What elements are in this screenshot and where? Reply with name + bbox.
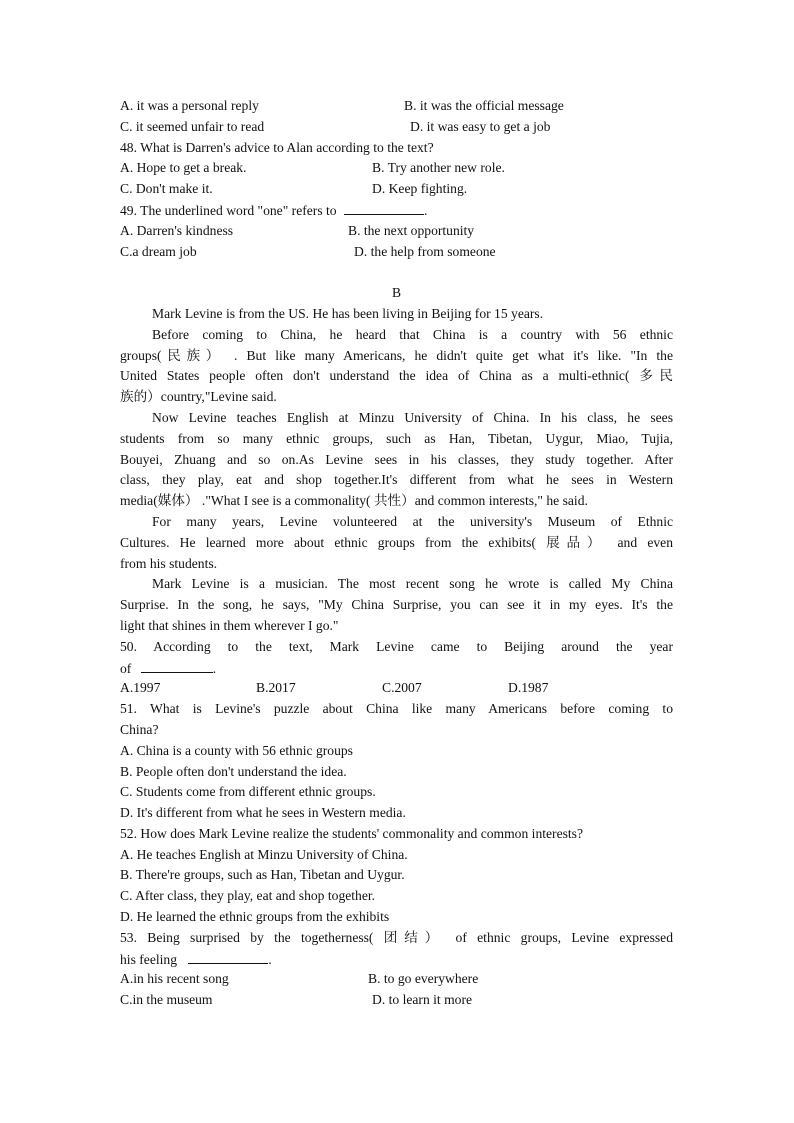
passage-p4-line-3: from his students. [120,555,218,571]
q48-option-a: A. Hope to get a break. [120,160,247,176]
q49-option-d: D. the help from someone [354,243,496,259]
q52-option-c: C. After class, they play, eat and shop together. [120,888,376,904]
q51-question-line-1: 51. What is Levine's puzzle about China like many Americans before coming to [120,701,673,717]
q50-question-text: of [120,660,132,676]
q53-question-line-2 [120,949,673,970]
q53-option-b: B. to go everywhere [368,971,479,987]
passage-p3-line-1: Now Levine teaches English at Minzu University of China. In his class, he sees [152,409,673,425]
q53-options-row-1 [120,969,673,990]
passage-p4-line-2: Cultures. He learned more about ethnic groups from the exhibits( 展品） and even [120,534,673,550]
passage-p2-line-4: 族的）country,"Levine said. [120,389,277,405]
q49-question-end: . [423,202,428,218]
q49-question-text: 49. The underlined word "one" refers to [120,202,337,218]
q50-question-line-2 [120,658,673,679]
q47-option-b: B. it was the official message [404,98,564,113]
q47-option-d: D. it was easy to get a job [410,118,551,134]
q50-option-c: C.2007 [382,680,422,696]
q50-option-d: D.1987 [508,680,549,696]
q51-option-a: A. China is a county with 56 ethnic groups [120,742,353,758]
passage-p5-line-1: Mark Levine is a musician. The most recent song he wrote is called My China [152,576,673,592]
q52-question: 52. How does Mark Levine realize the students' commonality and common interests? [120,825,584,841]
passage-p2-line-2: groups(民族） . But like many Americans, he didn't quite get what it's like. "In the [120,347,673,363]
q53-question-line-1: 53. Being surprised by the togetherness( 团结） of ethnic groups, Levine expressed [120,929,673,945]
q48-options-row-1 [120,158,673,179]
q50-option-b: B.2017 [256,680,296,696]
q50-option-a: A.1997 [120,680,161,696]
q49-option-a: A. Darren's kindness [120,222,234,238]
q53-question-end: . [268,951,272,967]
q49-question [120,200,673,221]
q52-option-a: A. He teaches English at Minzu University of China. [120,846,408,862]
q52-option-d: D. He learned the ethnic groups from the exhibits [120,909,390,925]
passage-p3-line-2: students from so many ethnic groups, such as Han, Tibetan, Uygur, Miao, Tujia, [120,430,673,446]
passage-p2-line-3: United States people often don't understand the idea of China as a multi-ethnic( 多民 [120,368,673,384]
q53-options-row-2 [120,990,673,1011]
worksheet-page [120,96,673,1011]
q51-question-line-2: China? [120,721,159,737]
q51-option-d: D. It's different from what he sees in Western media. [120,805,406,821]
q49-options-row-1 [120,221,673,242]
q48-option-b: B. Try another new role. [372,160,505,176]
q53-answer-blank [188,949,268,964]
q53-question-text: his feeling [120,951,178,967]
q53-option-a: A.in his recent song [120,971,229,987]
q53-option-d: D. to learn it more [372,992,473,1008]
q48-option-d: D. Keep fighting. [372,181,468,197]
section-label: B [391,285,402,301]
q47-options-row-1 [120,96,673,117]
q48-option-c: C. Don't make it. [120,181,213,197]
q49-option-c: C.a dream job [120,243,197,259]
passage-p1: Mark Levine is from the US. He has been living in Beijing for 15 years. [152,305,544,321]
q47-option-a: A. it was a personal reply [120,98,259,113]
passage-p2-line-1: Before coming to China, he heard that China is a country with 56 ethnic [152,326,673,342]
q49-option-b: B. the next opportunity [348,222,475,238]
q47-options-row-2 [120,117,673,138]
q52-option-b: B. There're groups, such as Han, Tibetan and Uygur. [120,867,405,883]
passage-p5-line-3: light that shines in them wherever I go." [120,617,339,633]
passage-p5-line-2: Surprise. In the song, he says, "My China Surprise, you can see it in my eyes. It's the [120,597,673,613]
q50-question-line-1: 50. According to the text, Mark Levine came to Beijing around the year [120,638,673,654]
q51-option-c: C. Students come from different ethnic groups. [120,784,376,800]
q53-option-c: C.in the museum [120,992,213,1008]
q49-answer-blank [344,200,424,215]
q50-question-end: . [212,660,217,676]
q47-option-c: C. it seemed unfair to read [120,118,265,134]
q50-answer-blank [141,658,213,673]
spacer [120,262,673,283]
passage-p4-line-1: For many years, Levine volunteered at the university's Museum of Ethnic [152,513,673,529]
passage-p3-line-4: class, they play, eat and shop together.It's different from what he sees in Western [120,472,673,488]
q50-options [120,678,673,699]
passage-p3-line-5: media(媒体） ."What I see is a commonality( 共性）and common interests," he said. [120,493,588,509]
q51-option-b: B. People often don't understand the idea. [120,763,347,779]
q48-question: 48. What is Darren's advice to Alan according to the text? [120,139,434,155]
passage-p3-line-3: Bouyei, Zhuang and so on.As Levine sees in his classes, they study together. After [120,451,673,467]
q48-options-row-2 [120,179,673,200]
q49-options-row-2 [120,242,673,263]
